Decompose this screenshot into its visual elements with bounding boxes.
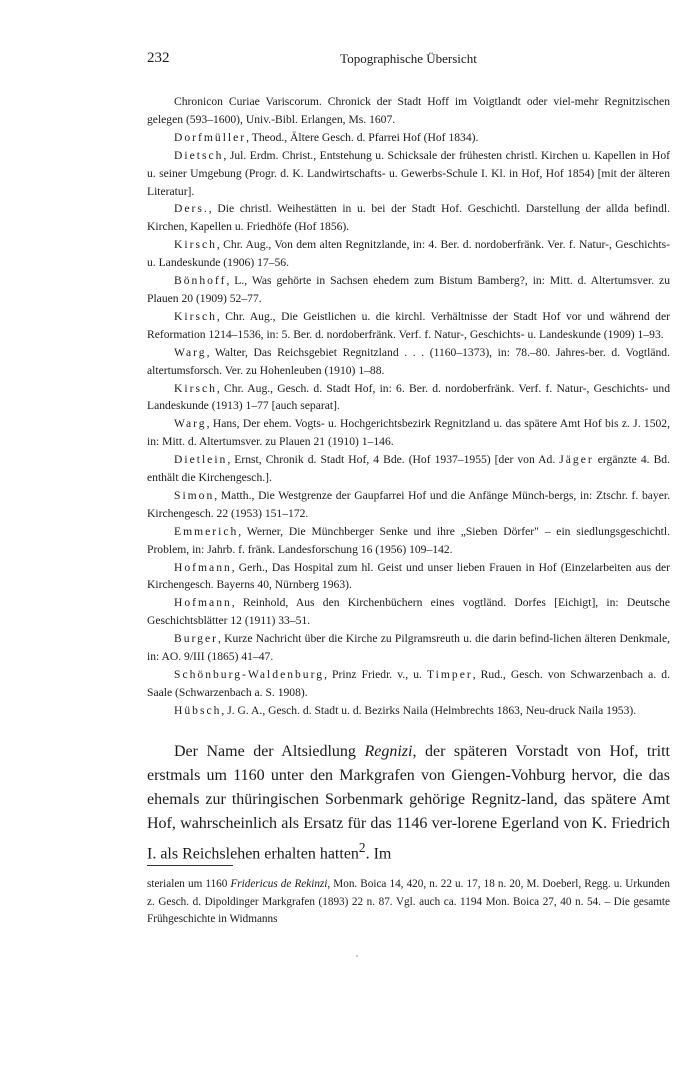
entry-text: , Theod., Ältere Gesch. d. Pfarrei Hof (Hof 1834). xyxy=(246,130,479,144)
entry-text: , J. G. A., Gesch. d. Stadt u. d. Bezirks Naila (Helmbrechts 1863, Neu-druck Naila 1953). xyxy=(221,703,637,717)
footnote-text xyxy=(147,876,670,929)
bibliography-entry xyxy=(147,630,670,666)
entry-text-continued: , Rud., Gesch. von Schwarzenbach a. d. Saale (Schwarzenbach a. S. 1908). xyxy=(147,668,670,699)
running-title: Topographische Übersicht xyxy=(340,51,477,66)
bibliography-entry xyxy=(147,415,670,451)
page-number: 232 xyxy=(147,50,170,66)
bibliography-entry xyxy=(147,666,670,702)
bibliography-list xyxy=(147,93,670,720)
entry-text: , Jul. Erdm. Christ., Entstehung u. Schicksale der frühesten christl. Kirchen u. Kapellen in Hof u. seiner Umgebung (Progr. d. K. Landwirtschafts- u. Gewerbs-Schule I. Kl. in Hof, Hof 1854) [mit der älteren Literatur]. xyxy=(147,148,670,198)
paragraph-text: . Im xyxy=(365,845,392,863)
bibliography-entry xyxy=(147,344,670,380)
entry-author: Kirsch xyxy=(174,238,217,252)
entry-author: Warg xyxy=(174,417,207,431)
bibliography-entry xyxy=(147,93,670,129)
footnote-rule xyxy=(147,865,233,866)
bibliography-entry xyxy=(147,702,670,720)
entry-author: Kirsch xyxy=(174,381,217,395)
paragraph-text: Der Name der Altsiedlung xyxy=(174,743,365,760)
footnote xyxy=(147,876,670,929)
entry-author: Simon xyxy=(174,488,215,502)
entry-author: Emmerich xyxy=(174,524,239,538)
entry-text: , Chr. Aug., Gesch. d. Stadt Hof, in: 6. Ber. d. nordoberfränk. Verf. f. Natur-, Geschichts- und Landeskunde (1913) 1–77 [auch separat]. xyxy=(147,381,670,413)
body-paragraph xyxy=(147,740,670,866)
entry-text: , Kurze Nachricht über die Kirche zu Pilgramsreuth u. die darin befind-lichen älteren Denkmale, in: AO. 9/III (1865) 41–47. xyxy=(147,632,670,664)
entry-author: Hofmann xyxy=(174,560,232,574)
entry-text: , Gerh., Das Hospital zum hl. Geist und unser lieben Frauen in Hof (Einzelarbeiten aus der Kirchengesch. Bayerns 40, Nürnberg 1963). xyxy=(147,560,670,592)
emphasized-place-name: Regnizi xyxy=(364,743,413,760)
scan-speck xyxy=(356,955,358,957)
footnote-part: sterialen um 1160 xyxy=(147,878,231,890)
entry-author: Dietsch xyxy=(174,148,224,162)
entry-author: Bönhoff xyxy=(174,274,227,288)
entry-author: Hofmann xyxy=(174,596,232,610)
entry-text: , Werner, Die Münchberger Senke und ihre „Sieben Dörfer" – ein siedlungsgeschichtl. Problem, in: Jahrb. f. fränk. Landesforschung 16 (1956) 109–142. xyxy=(147,524,670,556)
bibliography-entry xyxy=(147,147,670,201)
entry-author: Schönburg-Waldenburg xyxy=(174,668,325,681)
entry-text: , Matth., Die Westgrenze der Gaupfarrei Hof und die Anfänge Münch-bergs, in: Ztschr. f. bayer. Kirchengesch. 22 (1953) 151–172. xyxy=(147,488,670,520)
bibliography-entry xyxy=(147,594,670,630)
entry-author: Dietlein xyxy=(174,453,228,467)
bibliography-entry xyxy=(147,272,670,308)
entry-text: , Ernst, Chronik d. Stadt Hof, 4 Bde. (Hof 1937–1955) [der von Ad. xyxy=(227,453,560,467)
bibliography-entry xyxy=(147,559,670,595)
page-header xyxy=(147,50,670,70)
bibliography-entry xyxy=(147,380,670,416)
entry-author: Ders. xyxy=(174,202,209,216)
entry-text: , Walter, Das Reichsgebiet Regnitzland . . . (1160–1373), in: 78.–80. Jahres-ber. d. Vogtländ. altertumsforsch. Ver. zu Hohenleuben (1910) 1–88. xyxy=(147,345,670,377)
main-text xyxy=(147,740,670,866)
entry-text: , Chr. Aug., Von dem alten Regnitzlande, in: 4. Ber. d. nordoberfränk. Ver. f. Natur-, Geschichts- u. Landeskunde (1906) 17–56. xyxy=(147,238,670,270)
bibliography-entry xyxy=(147,523,670,559)
entry-text-continued: ergänzte 4. Bd. enthält die Kirchengesch.]. xyxy=(147,453,670,485)
entry-text: , Reinhold, Aus den Kirchenbüchern eines vogtländ. Dorfes [Eichigt], in: Deutsche Geschichtsblätter 12 (1911) 33–51. xyxy=(147,596,670,628)
entry-text: , Die christl. Weihestätten in u. bei der Stadt Hof. Geschichtl. Darstellung der allda befindl. Kirchen, Kapellen u. Friedhöfe (Hof 1856). xyxy=(147,202,670,234)
bibliography-entry xyxy=(147,129,670,147)
entry-text: , Chr. Aug., Die Geistlichen u. die kirchl. Verhältnisse der Stadt Hof vor und während der Reformation 1214–1536, in: 5. Ber. d. nordoberfränk. Verf. f. Natur-, Geschichts- u. Landeskunde (1909) 1–93. xyxy=(147,309,670,341)
bibliography-entry xyxy=(147,451,670,487)
bibliography-entry xyxy=(147,200,670,236)
entry-author: Burger xyxy=(174,632,218,646)
entry-text: , Hans, Der ehem. Vogts- u. Hochgerichtsbezirk Regnitzland u. das spätere Amt Hof bis z. J. 1502, in: Mitt. d. Altertumsver. zu Plauen 21 (1910) 1–146. xyxy=(147,417,670,449)
bibliography-entry xyxy=(147,308,670,344)
entry-author: Hübsch xyxy=(174,703,222,717)
entry-second-author: Timper xyxy=(426,668,473,681)
entry-text: , L., Was gehörte in Sachsen ehedem zum Bistum Bamberg?, in: Mitt. d. Altertumsver. zu Plauen 20 (1909) 52–77. xyxy=(147,274,670,305)
entry-second-author: Jäger xyxy=(559,453,594,467)
bibliography-entry xyxy=(147,236,670,272)
footnote-part: , Mon. Boica 14, 420, n. 22 u. 17, 18 n. 20, M. Doeberl, Regg. u. Urkunden z. Gesch. d. Dipoldinger Markgrafen (1893) 22 n. 87. Vgl. auch ca. 1194 Mon. Boica 27, 40 n. 54. – Die gesamte Frühgeschichte in Widmanns xyxy=(147,878,670,925)
entry-author: Kirsch xyxy=(174,309,217,323)
bibliography-entry xyxy=(147,487,670,523)
paragraph-text: , der späteren Vorstadt von Hof, tritt erstmals um 1160 unter den Markgrafen von Giengen-Vohburg hervor, die das ehemals zur thüringischen Sorbenmark gehörige Regnitz-land, das spätere Amt Hof, wahrscheinlich als Ersatz für das 1146 ver-lorene Egerland von K. Friedrich I. als Reichslehen erhalten hatten xyxy=(147,743,670,863)
footnote-reference: 2 xyxy=(358,840,366,855)
entry-text: , Prinz Friedr. v., u. xyxy=(324,668,427,681)
entry-author: Dorfmüller xyxy=(174,130,247,144)
entry-text: Chronicon Curiae Variscorum. Chronick der Stadt Hoff im Voigtlandt oder viel-mehr Regnitzischen gelegen (593–1600), Univ.-Bibl. Erlangen, Ms. 1607. xyxy=(147,95,670,126)
footnote-emphasis: Fridericus de Rekinzi xyxy=(230,878,328,890)
entry-author: Warg xyxy=(174,345,207,359)
